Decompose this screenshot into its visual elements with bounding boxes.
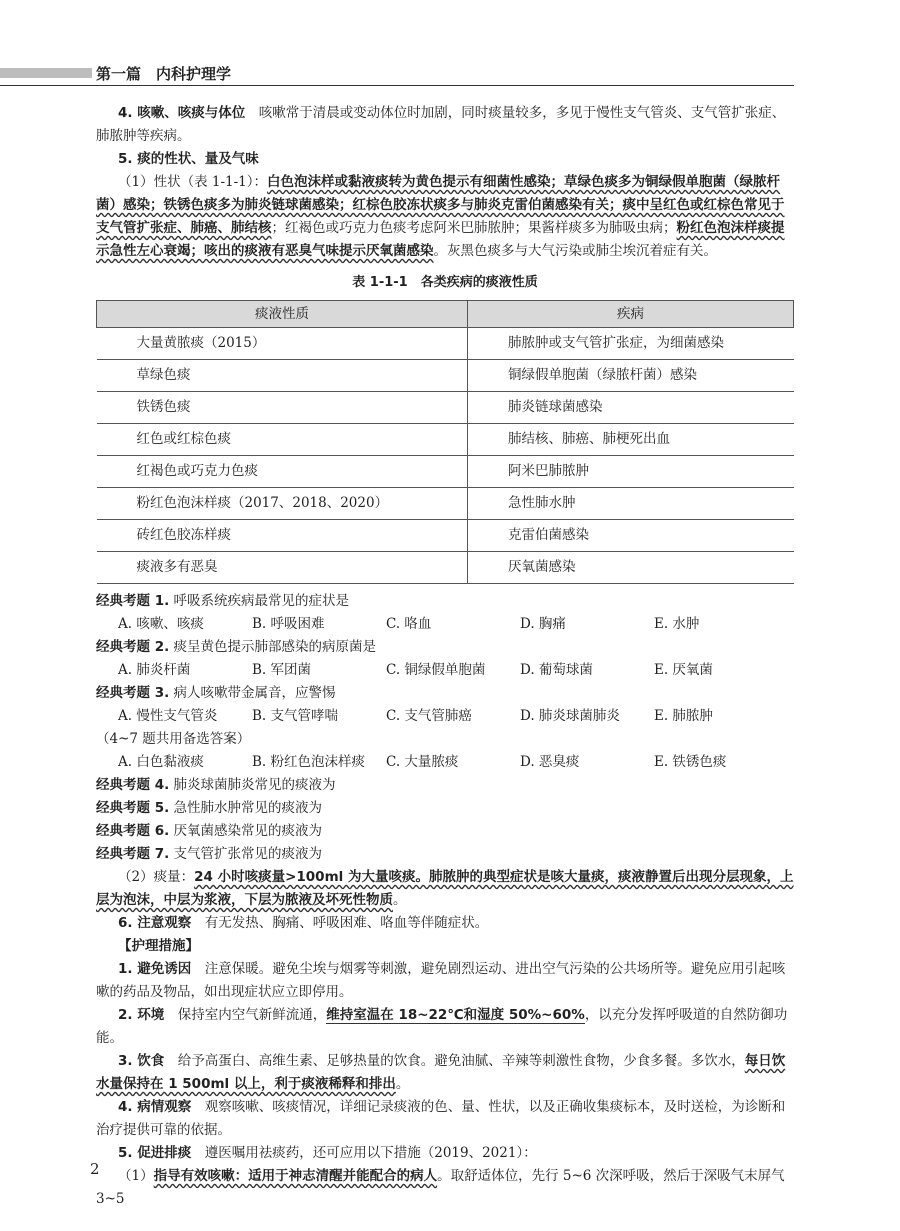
paragraph-n2 [96, 1004, 794, 1050]
cell: 痰液多有恶臭 [97, 552, 468, 584]
quiz-q4 [96, 774, 794, 797]
cell: 克雷伯菌感染 [468, 520, 794, 552]
quiz-q3 [96, 682, 794, 705]
option: A. 慢性支气管炎 [118, 708, 218, 724]
table-row [97, 456, 794, 488]
q4-text: 肺炎球菌肺炎常见的痰液为 [173, 777, 336, 793]
table-row [97, 392, 794, 424]
option: E. 水肿 [654, 616, 700, 632]
quiz-q7 [96, 843, 794, 866]
q1-options [118, 613, 794, 636]
paragraph-n5 [96, 1142, 794, 1165]
p1-c: ；红褐色或巧克力色痰考虑阿米巴肺脓肿；果酱样痰多为肺吸虫病； [271, 220, 677, 236]
text-n4: 观察咳嗽、咳痰情况，详细记录痰液的色、量、性状，以及正确收集痰标本，及时送检，为诊断和治疗提供可靠的依据。 [96, 1099, 786, 1138]
chapter-title: 第一篇 内科护理学 [96, 65, 232, 83]
q5-text: 急性肺水肿常见的痰液为 [173, 800, 323, 816]
quiz-q1 [96, 590, 794, 613]
heading-n4: 4. 病情观察 [118, 1099, 192, 1115]
table-row [97, 424, 794, 456]
cell: 肺炎链球菌感染 [468, 392, 794, 424]
quiz-q5 [96, 797, 794, 820]
option: D. 胸痛 [520, 616, 566, 632]
cell: 肺脓肿或支气管扩张症，为细菌感染 [468, 328, 794, 360]
heading-n2: 2. 环境 [118, 1007, 165, 1023]
p1-d: 粉红色泡沫样痰提示急性左心衰竭；咳出的痰液有恶臭气味提示厌氧菌感染 [96, 220, 785, 259]
sputum-table [96, 300, 794, 584]
cell: 急性肺水肿 [468, 488, 794, 520]
paragraph-n1 [96, 958, 794, 1004]
text-n5: 遵医嘱用祛痰药，还可应用以下措施（2019、2021）： [204, 1145, 537, 1161]
table-row [97, 552, 794, 584]
q7-text: 支气管扩张常见的痰液为 [173, 846, 323, 862]
n2-b: 维持室温在 18~22℃和湿度 50%~60% [326, 1007, 585, 1023]
q3-options [118, 705, 794, 728]
cell: 砖红色胶冻样痰 [97, 520, 468, 552]
option: E. 肺脓肿 [654, 708, 713, 724]
cell: 肺结核、肺癌、肺梗死出血 [468, 424, 794, 456]
cell: 草绿色痰 [97, 360, 468, 392]
heading-n3: 3. 饮食 [118, 1053, 165, 1069]
table-row [97, 360, 794, 392]
shared-options-note: （4~7 题共用备选答案） [96, 731, 251, 747]
paragraph-s4 [96, 102, 794, 148]
cell: 红褐色或巧克力色痰 [97, 456, 468, 488]
paragraph-p2 [96, 866, 794, 912]
p1-b: 白色泡沫样或黏液痰转为黄色提示有细菌性感染；草绿色痰多为铜绿假单胞菌（绿脓杆菌）感染；铁锈色痰多为肺炎链球菌感染；红棕色胶冻状痰多与肺炎克雷伯菌感染有关；痰中呈红色或红棕色常见于支气管扩张症、肺癌、肺结核 [96, 174, 785, 236]
cell: 铜绿假单胞菌（绿脓杆菌）感染 [468, 360, 794, 392]
paragraph-n4 [96, 1096, 794, 1142]
option: A. 咳嗽、咳痰 [118, 616, 204, 632]
n5-1-c: 。取舒适体位，先行 5~6 次深呼吸，然后于深吸气末屏气 3~5 [96, 1168, 785, 1207]
table-row [97, 488, 794, 520]
option: A. 肺炎杆菌 [118, 662, 191, 678]
p1-e: 。灰黑色痰多与大气污染或肺尘埃沉着症有关。 [433, 243, 717, 259]
header-bar [0, 68, 92, 78]
q2-text: 痰呈黄色提示肺部感染的病原菌是 [173, 639, 377, 655]
option: B. 支气管哮喘 [252, 708, 339, 724]
cell: 厌氧菌感染 [468, 552, 794, 584]
option: B. 军团菌 [252, 662, 312, 678]
option: D. 恶臭痰 [520, 754, 580, 770]
q3-text: 病人咳嗽带金属音，应警惕 [173, 685, 336, 701]
text-n1: 注意保暖。避免尘埃与烟雾等刺激，避免剧烈运动、进出空气污染的公共场所等。避免应用引起咳嗽的药品及物品，如出现症状应立即停用。 [96, 961, 786, 1000]
n2-a: 保持室内空气新鲜流通， [177, 1007, 327, 1023]
paragraph-n5-1 [96, 1165, 794, 1211]
q5-label: 经典考题 5. [96, 800, 170, 816]
n2-c: ，以充分发挥呼吸道的自然防御功能。 [96, 1007, 788, 1046]
p1-a: （1）性状（表 1-1-1）： [118, 174, 268, 190]
option: C. 咯血 [386, 616, 432, 632]
p2-b: 24 小时咳痰量>100ml 为大量咳痰。肺脓肿的典型症状是咳大量痰，痰液静置后出现分层现象，上层为泡沫，中层为浆液，下层为脓液及坏死性物质 [96, 869, 794, 908]
table-row [97, 328, 794, 360]
option: B. 粉红色泡沫样痰 [252, 754, 366, 770]
n5-1-b: 指导有效咳嗽：适用于神志清醒并能配合的病人 [153, 1168, 438, 1184]
nursing-heading: 【护理措施】 [118, 938, 199, 954]
n3-b: 每日饮水量保持在 1 500ml 以上，利于痰液稀释和排出 [96, 1053, 786, 1092]
shared-options [118, 751, 794, 774]
cell: 铁锈色痰 [97, 392, 468, 424]
q6-label: 经典考题 6. [96, 823, 170, 839]
cell: 粉红色泡沫样痰（2017、2018、2020） [97, 488, 468, 520]
option: D. 肺炎球菌肺炎 [520, 708, 620, 724]
option: E. 铁锈色痰 [654, 754, 727, 770]
n5-1-a: （1） [118, 1168, 154, 1184]
cell: 红色或红棕色痰 [97, 424, 468, 456]
option: B. 呼吸困难 [252, 616, 325, 632]
q2-options [118, 659, 794, 682]
heading-n5: 5. 促进排痰 [118, 1145, 192, 1161]
paragraph-n3 [96, 1050, 794, 1096]
header-rule [0, 85, 794, 86]
q1-label: 经典考题 1. [96, 593, 170, 609]
n3-c: 。 [395, 1076, 410, 1092]
q2-label: 经典考题 2. [96, 639, 170, 655]
quiz-q2 [96, 636, 794, 659]
cell: 阿米巴肺脓肿 [468, 456, 794, 488]
q4-label: 经典考题 4. [96, 777, 170, 793]
paragraph-p1 [96, 171, 794, 263]
text-s4: 咳嗽常于清晨或变动体位时加剧，同时痰量较多，多见于慢性支气管炎、支气管扩张症、肺脓肿等疾病。 [96, 105, 786, 144]
option: E. 厌氧菌 [654, 662, 713, 678]
q6-text: 厌氧菌感染常见的痰液为 [173, 823, 323, 839]
table-row [97, 520, 794, 552]
cell: 大量黄脓痰（2015） [97, 328, 468, 360]
page-content [96, 102, 794, 1211]
quiz-q6 [96, 820, 794, 843]
heading-n1: 1. 避免诱因 [118, 961, 192, 977]
option: C. 支气管肺癌 [386, 708, 472, 724]
col-header-1: 痰液性质 [97, 301, 468, 328]
heading-s5: 5. 痰的性状、量及气味 [118, 151, 259, 167]
q1-text: 呼吸系统疾病最常见的症状是 [173, 593, 350, 609]
table-caption: 表 1-1-1 各类疾病的痰液性质 [352, 275, 538, 290]
heading-s6: 6. 注意观察 [118, 915, 192, 931]
q3-label: 经典考题 3. [96, 685, 170, 701]
heading-s4: 4. 咳嗽、咳痰与体位 [118, 105, 246, 121]
p2-a: （2）痰量： [118, 869, 195, 885]
option: A. 白色黏液痰 [118, 754, 204, 770]
col-header-2: 疾病 [468, 301, 794, 328]
option: C. 铜绿假单胞菌 [386, 662, 486, 678]
option: C. 大量脓痰 [386, 754, 459, 770]
text-s6: 有无发热、胸痛、呼吸困难、咯血等伴随症状。 [204, 915, 489, 931]
page-number: 2 [90, 1160, 100, 1178]
q7-label: 经典考题 7. [96, 846, 170, 862]
option: D. 葡萄球菌 [520, 662, 593, 678]
n3-a: 给予高蛋白、高维生素、足够热量的饮食。避免油腻、辛辣等刺激性食物，少食多餐。多饮水， [177, 1053, 745, 1069]
paragraph-s6 [96, 912, 794, 935]
p2-c: 。 [393, 892, 407, 908]
